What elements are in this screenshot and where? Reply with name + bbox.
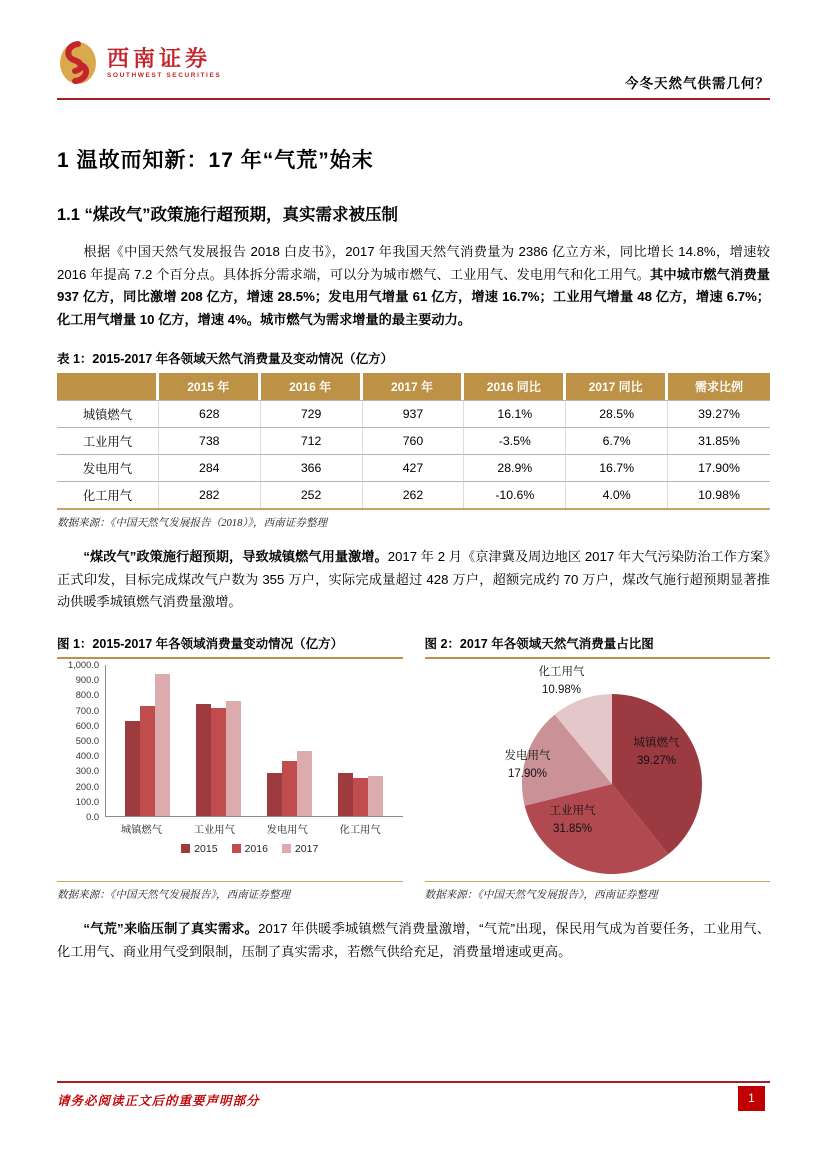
bar-group <box>267 665 312 816</box>
paragraph-1 <box>57 241 770 332</box>
figure-2-source: 数据来源：《中国天然气发展报告》，西南证券整理 <box>424 889 658 901</box>
y-tick-label: 200.0 <box>75 781 99 792</box>
figures-row <box>57 634 770 902</box>
y-tick-label: 500.0 <box>75 735 99 746</box>
footer-rule <box>57 1081 770 1083</box>
table-cell: 937 <box>363 400 465 427</box>
table-row <box>57 400 770 427</box>
footer-disclaimer: 请务必阅读正文后的重要声明部分 <box>57 1094 260 1108</box>
figure-1-divider <box>57 881 403 882</box>
pie-label-城镇燃气: 城镇燃气 39.27% <box>633 736 680 767</box>
bar-2016 <box>140 706 155 816</box>
bar-2016 <box>211 708 226 816</box>
table-row <box>57 454 770 481</box>
table-cell: 628 <box>159 400 261 427</box>
table-cell: -10.6% <box>464 481 566 508</box>
table-cell: 729 <box>261 400 363 427</box>
bar-2015 <box>267 773 282 816</box>
figure-1-caption: 图 1：2015-2017 年各领域消费量变动情况（亿方） <box>57 634 403 659</box>
y-tick-label: 800.0 <box>75 690 99 701</box>
table-cell: 28.9% <box>464 454 566 481</box>
subsection-heading: 1.1 “煤改气”政策施行超预期，真实需求被压制 <box>57 206 399 224</box>
pie-label-发电用气: 发电用气 17.90% <box>504 749 551 780</box>
figure-2-pie-chart <box>425 634 771 902</box>
y-tick-label: 300.0 <box>75 766 99 777</box>
x-category-label: 化工用气 <box>339 824 381 836</box>
x-category-label: 城镇燃气 <box>120 824 163 836</box>
table-cell: 城镇燃气 <box>57 400 159 427</box>
table-cell: 738 <box>159 427 261 454</box>
table-cell: 16.7% <box>566 454 668 481</box>
table-cell: 6.7% <box>566 427 668 454</box>
paragraph-3-bold: “气荒”来临压制了真实需求。 <box>83 920 259 936</box>
table-header-cell: 2016 同比 <box>464 373 566 400</box>
bar-group <box>125 665 170 816</box>
table-cell: 31.85% <box>668 427 770 454</box>
table-cell: 4.0% <box>566 481 668 508</box>
paragraph-2-bold: “煤改气”政策施行超预期，导致城镇燃气用量激增。 <box>83 548 388 564</box>
table-header-cell <box>57 373 159 400</box>
legend-item <box>282 843 318 855</box>
table-header-cell: 需求比例 <box>668 373 770 400</box>
bar-2015 <box>338 773 353 816</box>
table-cell: 39.27% <box>668 400 770 427</box>
paragraph-1-bold: 其中城市燃气消费量 937 亿方，同比激增 208 亿方，增速 28.5%；发电用气增量 61 亿方，增速 16.7%；工业用气增量 48 亿方，增速 6.7%；化工用气增量 10 亿方，增速 4%。城市燃气为需求增量的最主要动力。 <box>57 266 770 328</box>
bar-chart-x-labels <box>105 817 403 836</box>
table-cell: 712 <box>261 427 363 454</box>
table-cell: 262 <box>363 481 465 508</box>
pie-chart-svg <box>425 665 770 877</box>
table-cell: 发电用气 <box>57 454 159 481</box>
bar-2015 <box>125 721 140 816</box>
section-heading: 1 温故而知新：17 年“气荒”始末 <box>57 149 374 172</box>
legend-label: 2017 <box>294 842 319 855</box>
bar-2016 <box>353 778 368 816</box>
company-logo <box>57 40 221 86</box>
x-category-label: 发电用气 <box>266 824 308 836</box>
legend-label: 2015 <box>194 842 218 855</box>
y-tick-label: 700.0 <box>75 705 99 716</box>
table-row <box>57 481 770 508</box>
x-category-label: 工业用气 <box>193 824 235 836</box>
paragraph-2 <box>57 546 770 614</box>
y-tick-label: 900.0 <box>75 675 99 686</box>
bar-2017 <box>297 751 312 815</box>
table-cell: -3.5% <box>464 427 566 454</box>
paragraph-3-normal: 2017 年供暖季城镇燃气消费量激增，“气荒”出现，保民用气成为首要任务，工业用气、化工用气、商业用气受到限制，压制了真实需求，若燃气供给充足，消费量增速或更高。 <box>57 920 771 959</box>
report-title-tagline: 今冬天然气供需几何？ <box>625 76 770 91</box>
table-header-cell: 2017 年 <box>363 373 465 400</box>
table-row <box>57 427 770 454</box>
y-tick-label: 100.0 <box>75 796 99 807</box>
table-source: 数据来源：《中国天然气发展报告（2018）》，西南证券整理 <box>57 517 328 529</box>
y-tick-label: 400.0 <box>75 751 99 762</box>
pie-chart <box>425 665 771 877</box>
table-cell: 10.98% <box>668 481 770 508</box>
y-tick-label: 600.0 <box>75 720 99 731</box>
table-caption: 表 1：2015-2017 年各领域天然气消费量及变动情况（亿方） <box>57 351 394 366</box>
y-tick-label: 1,000.0 <box>67 659 99 670</box>
legend-label: 2016 <box>244 842 268 855</box>
legend-swatch-icon <box>181 844 190 853</box>
pie-label-化工用气: 化工用气 10.98% <box>538 665 585 696</box>
consumption-table <box>57 373 770 510</box>
table-cell: 284 <box>159 454 261 481</box>
table-cell: 366 <box>261 454 363 481</box>
figure-2-divider <box>425 881 771 882</box>
figure-2-caption: 图 2：2017 年各领域天然气消费量占比图 <box>425 634 771 659</box>
paragraph-2-normal: 2017 年 2 月《京津冀及周边地区 2017 年大气污染防治工作方案》正式印发，目标完成煤改气户数为 355 万户，实际完成量超过 428 万户，超额完成约 70 万户，煤改气施行超预期显著推动供暖季城镇燃气消费量激增。 <box>57 548 770 610</box>
table-cell: 282 <box>159 481 261 508</box>
table-header-cell: 2017 同比 <box>566 373 668 400</box>
bar-chart-legend <box>97 843 403 855</box>
bar-chart-y-axis <box>57 659 105 822</box>
table-cell: 252 <box>261 481 363 508</box>
figure-1-source: 数据来源：《中国天然气发展报告》，西南证券整理 <box>57 889 291 901</box>
y-tick-label: 0.0 <box>86 811 99 822</box>
table-cell: 427 <box>363 454 465 481</box>
table-body <box>57 400 770 508</box>
bar-2017 <box>368 776 383 816</box>
legend-item <box>232 843 268 855</box>
bar-2017 <box>155 674 170 815</box>
legend-swatch-icon <box>232 844 241 853</box>
table-cell: 工业用气 <box>57 427 159 454</box>
paragraph-1-normal: 根据《中国天然气发展报告 2018 白皮书》，2017 年我国天然气消费量为 2386 亿立方米，同比增长 14.8%，增速较 2016 年提高 7.2 个百分点。具体拆分需求端，可以分为城市燃气、工业用气、发电用气和化工用气。 <box>57 244 770 282</box>
table-cell: 28.5% <box>566 400 668 427</box>
brand-name-en: SOUTHWEST SECURITIES <box>107 72 222 80</box>
table-header-cell: 2015 年 <box>159 373 261 400</box>
table-cell: 760 <box>363 427 465 454</box>
bar-2015 <box>196 704 211 815</box>
table-cell: 化工用气 <box>57 481 159 508</box>
bar-group <box>338 665 383 816</box>
paragraph-3 <box>57 918 770 963</box>
brand-text <box>107 47 221 79</box>
figure-1-bar-chart <box>57 634 403 902</box>
page-number: 1 <box>738 1086 765 1111</box>
bar-2017 <box>226 701 241 816</box>
legend-item <box>181 843 217 855</box>
table-header-cell: 2016 年 <box>261 373 363 400</box>
legend-swatch-icon <box>282 844 291 853</box>
bar-group <box>196 665 241 816</box>
pie-label-工业用气: 工业用气 31.85% <box>549 804 596 835</box>
page-header <box>57 40 770 100</box>
bar-chart-plot <box>105 665 403 817</box>
table-cell: 16.1% <box>464 400 566 427</box>
table-cell: 17.90% <box>668 454 770 481</box>
brand-name-cn: 西南证券 <box>107 45 212 71</box>
logo-swirl-icon <box>57 40 99 86</box>
bar-2016 <box>282 761 297 816</box>
bar-chart <box>57 659 403 877</box>
table-head <box>57 373 770 400</box>
